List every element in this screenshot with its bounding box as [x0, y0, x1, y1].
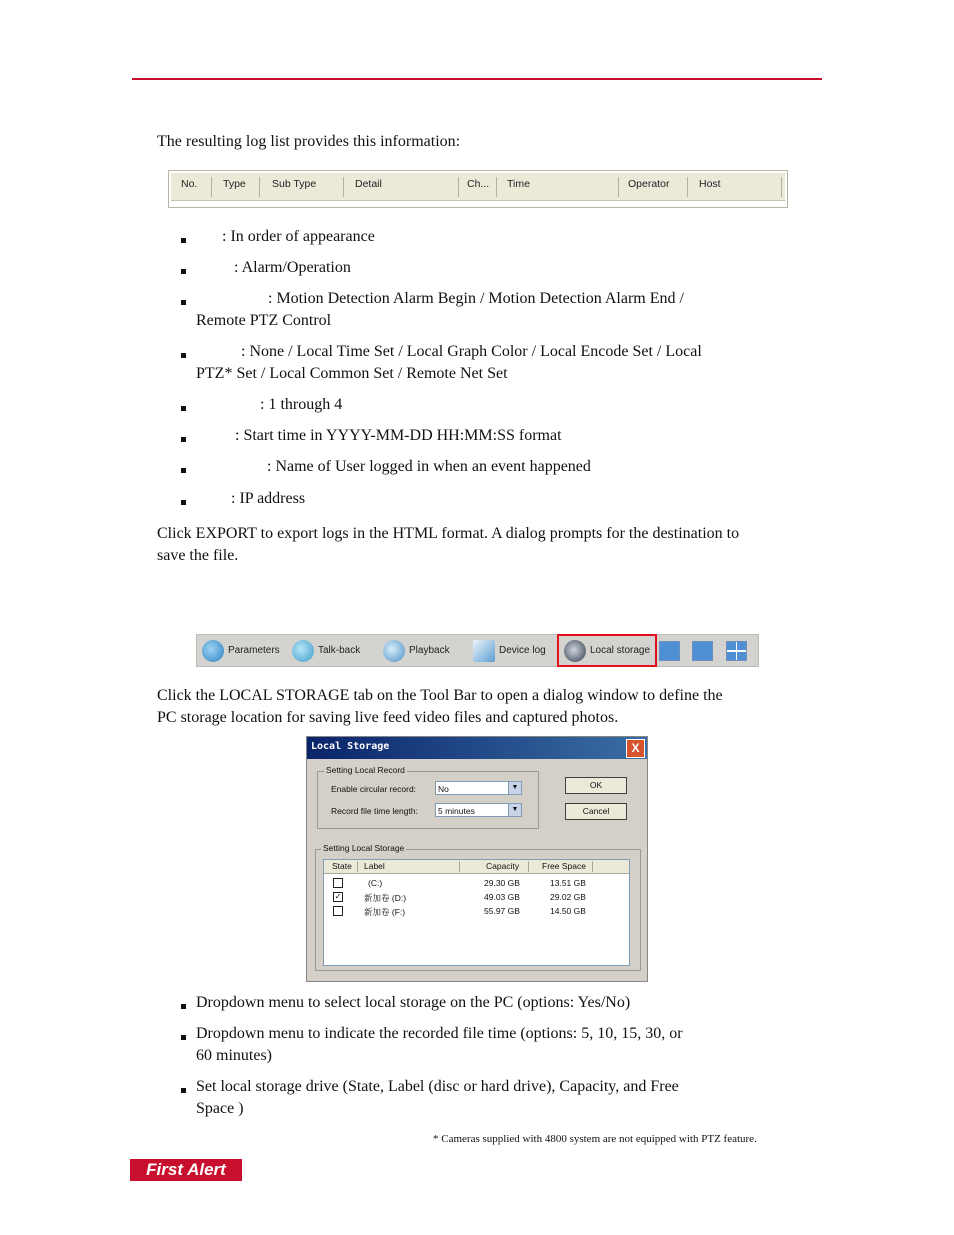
header-state[interactable]: State: [332, 861, 352, 871]
close-icon[interactable]: X: [626, 739, 645, 758]
col-separator: [211, 177, 212, 197]
bullet-marker: [181, 300, 186, 305]
bullet-marker: [181, 468, 186, 473]
record-settings-group: [317, 771, 539, 829]
header-free-space[interactable]: Free Space: [542, 861, 586, 871]
bullet-subtype-cont: Remote PTZ Control: [196, 312, 332, 329]
enable-circular-select[interactable]: [435, 781, 522, 795]
talkback-tab[interactable]: [292, 635, 360, 666]
record-length-select[interactable]: [435, 803, 522, 817]
column-separator: [459, 861, 460, 872]
drive-free-space: 29.02 GB: [550, 892, 586, 902]
tool-bar: [196, 634, 759, 667]
drive-label: 新加卷 (F:): [364, 907, 406, 917]
drive-capacity: 49.03 GB: [484, 892, 520, 902]
col-separator: [343, 177, 344, 197]
bullet-no: : In order of appearance: [222, 228, 375, 245]
playback-tab[interactable]: [383, 635, 450, 666]
log-list-header: [168, 170, 788, 208]
bullet-marker: [181, 406, 186, 411]
state-checkbox[interactable]: [333, 906, 343, 916]
record-length-value: 5 minutes: [438, 806, 475, 816]
storage-group-label: Setting Local Storage: [323, 843, 405, 853]
headset-icon: [292, 640, 314, 662]
bullet-marker: [181, 1088, 186, 1093]
bullet-marker: [181, 500, 186, 505]
col-host[interactable]: Host: [699, 178, 721, 190]
bullet-marker: [181, 437, 186, 442]
bullet-host: : IP address: [231, 490, 306, 507]
state-checkbox-checked[interactable]: ✓: [334, 892, 342, 901]
dialog-title: Local Storage: [311, 741, 390, 752]
intro-text: The resulting log list provides this information:: [157, 133, 461, 150]
first-alert-logo: First Alert: [130, 1159, 242, 1181]
bullet-storage-drive-cont: Space ): [196, 1100, 244, 1117]
bullet-operator: : Name of User logged in when an event happened: [267, 458, 591, 475]
chevron-down-icon[interactable]: ▼: [508, 782, 521, 794]
document-icon: [473, 640, 495, 662]
drive-free-space: 13.51 GB: [550, 878, 586, 888]
record-length-label: Record file time length:: [331, 806, 418, 816]
col-detail[interactable]: Detail: [355, 178, 382, 190]
device-log-label: Device log: [499, 645, 546, 656]
local-storage-highlight: [557, 634, 657, 667]
dialog-title-bar: [307, 737, 647, 759]
local-storage-dialog: [306, 736, 648, 982]
grid-view-icon[interactable]: [726, 641, 747, 661]
col-separator: [781, 177, 782, 197]
bullet-marker: [181, 1035, 186, 1040]
col-subtype[interactable]: Sub Type: [272, 178, 317, 190]
column-separator: [357, 861, 358, 872]
col-time[interactable]: Time: [507, 178, 530, 190]
local-storage-label: Local storage: [590, 645, 651, 656]
drive-capacity: 55.97 GB: [484, 906, 520, 916]
col-separator: [687, 177, 688, 197]
local-storage-text-line2: PC storage location for saving live feed video files and captured photos.: [157, 709, 619, 726]
playback-label: Playback: [409, 645, 450, 656]
drive-free-space: 14.50 GB: [550, 906, 586, 916]
bullet-file-time-cont: 60 minutes): [196, 1047, 272, 1064]
bullet-subtype: : Motion Detection Alarm Begin / Motion Detection Alarm End /: [268, 290, 684, 307]
col-operator[interactable]: Operator: [628, 178, 670, 190]
export-text-line1: Click EXPORT to export logs in the HTML format. A dialog prompts for the destination to: [157, 525, 740, 542]
record-group-label: Setting Local Record: [326, 765, 405, 775]
local-storage-text-line1: Click the LOCAL STORAGE tab on the Tool Bar to open a dialog window to define the: [157, 687, 723, 704]
header-rule: [132, 78, 822, 80]
gear-icon: [202, 640, 224, 662]
ptz-footnote: * Cameras supplied with 4800 system are not equipped with PTZ feature.: [433, 1133, 757, 1145]
col-separator: [458, 177, 459, 197]
chevron-down-icon[interactable]: ▼: [508, 804, 521, 816]
col-separator: [496, 177, 497, 197]
bullet-time: : Start time in YYYY-MM-DD HH:MM:SS format: [235, 427, 562, 444]
col-type[interactable]: Type: [223, 178, 246, 190]
bullet-marker: [181, 1004, 186, 1009]
bullet-channel: : 1 through 4: [260, 396, 343, 413]
enable-circular-label: Enable circular record:: [331, 784, 417, 794]
bullet-marker: [181, 238, 186, 243]
quad-view-icon[interactable]: [692, 641, 713, 661]
parameters-label: Parameters: [228, 645, 280, 656]
col-separator: [618, 177, 619, 197]
bullet-file-time: Dropdown menu to indicate the recorded file time (options: 5, 10, 15, 30, or: [196, 1025, 683, 1042]
bullet-enable-circular: Dropdown menu to select local storage on the PC (options: Yes/No): [196, 994, 631, 1011]
bullet-marker: [181, 353, 186, 358]
col-no[interactable]: No.: [181, 178, 198, 190]
bullet-storage-drive: Set local storage drive (State, Label (disc or hard drive), Capacity, and Free: [196, 1078, 679, 1095]
bullet-detail-cont: PTZ* Set / Local Common Set / Remote Net Set: [196, 365, 508, 382]
ok-button[interactable]: OK: [565, 777, 627, 794]
device-log-tab[interactable]: [473, 635, 546, 666]
playback-icon: [383, 640, 405, 662]
bullet-type: : Alarm/Operation: [234, 259, 351, 276]
drive-label: (C:): [368, 878, 383, 888]
state-checkbox[interactable]: [333, 878, 343, 888]
export-text-line2: save the file.: [157, 547, 239, 564]
log-header-bar: [171, 173, 785, 201]
column-separator: [528, 861, 529, 872]
enable-circular-value: No: [438, 784, 449, 794]
col-channel[interactable]: Ch...: [467, 178, 490, 190]
column-separator: [592, 861, 593, 872]
bullet-detail: : None / Local Time Set / Local Graph Color / Local Encode Set / Local: [241, 343, 702, 360]
single-view-icon[interactable]: [659, 641, 680, 661]
header-label[interactable]: Label: [364, 861, 385, 871]
drive-capacity: 29.30 GB: [484, 878, 520, 888]
storage-table: [323, 859, 630, 966]
drive-label: 新加卷 (D:): [364, 893, 407, 903]
talkback-label: Talk-back: [318, 645, 361, 656]
cancel-button[interactable]: Cancel: [565, 803, 627, 820]
header-capacity[interactable]: Capacity: [486, 861, 520, 871]
col-separator: [259, 177, 260, 197]
parameters-tab[interactable]: [202, 635, 280, 666]
bullet-marker: [181, 269, 186, 274]
